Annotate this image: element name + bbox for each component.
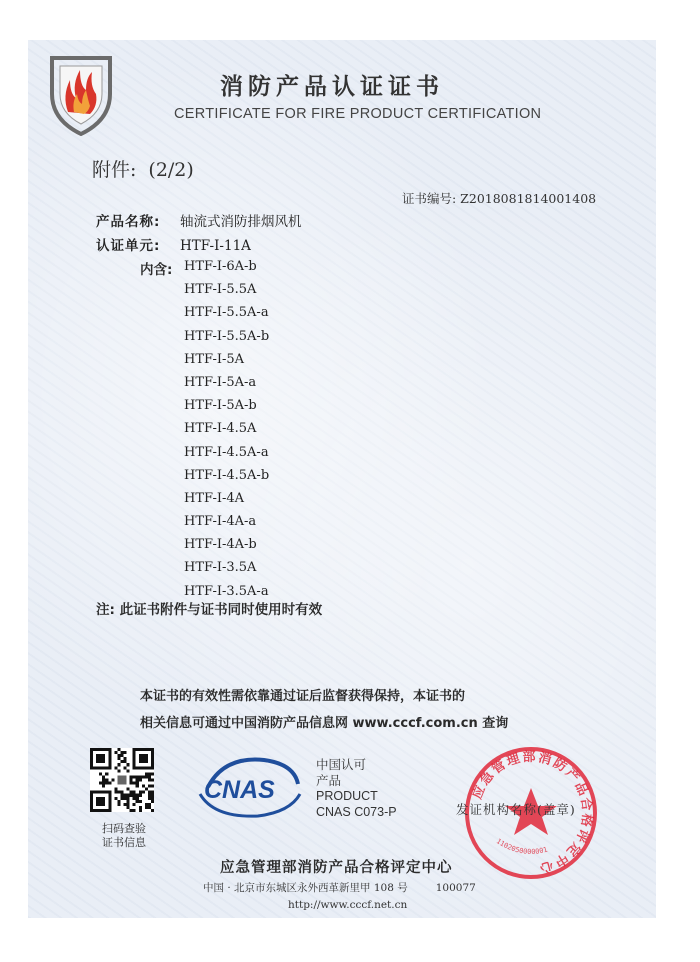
model-item: HTF-I-3.5A: [184, 560, 257, 576]
cnas-logo-icon: [194, 754, 304, 820]
model-item: HTF-I-4.5A-b: [184, 467, 270, 483]
qr-caption-line-2: 证书信息: [102, 836, 146, 849]
center-website-link[interactable]: http://www.cccf.net.cn: [288, 899, 408, 911]
stamp-number: 1102050000001: [494, 837, 549, 857]
cnas-line-4: CNAS C073-P: [316, 804, 397, 819]
product-name-label: 产品名称:: [96, 214, 161, 230]
model-item: HTF-I-4A: [184, 490, 245, 506]
model-list: [184, 258, 269, 606]
model-item: HTF-I-5A-b: [184, 398, 257, 414]
model-item: HTF-I-5.5A-b: [184, 328, 270, 344]
svg-text:1102050000001: [495, 837, 549, 856]
validity-line-1: 本证书的有效性需依靠通过证后监督获得保持，本证书的: [140, 689, 466, 704]
model-item: HTF-I-4.5A: [184, 421, 257, 437]
cnas-line-2: 产品: [316, 773, 342, 788]
attachment-note: 注: 此证书附件与证书同时使用时有效: [96, 602, 323, 618]
cnas-logo-text: CNAS: [204, 776, 275, 804]
contains-label: 内含:: [140, 262, 173, 278]
attachment-label: 附件:: [92, 159, 137, 181]
address-text: 中国 · 北京市东城区永外西革新里甲 108 号: [203, 882, 408, 894]
product-name-row: [96, 210, 302, 230]
certificate-title-en: CERTIFICATE FOR FIRE PRODUCT CERTIFICATION: [174, 106, 542, 122]
qr-caption: [92, 822, 156, 850]
certification-unit-row: [96, 234, 251, 254]
center-address: [203, 880, 476, 895]
certification-unit-value: HTF-I-11A: [180, 238, 251, 254]
model-item: HTF-I-5.5A: [184, 282, 257, 298]
issuing-center-name: 应急管理部消防产品合格评定中心: [220, 860, 453, 876]
product-name-value: 轴流式消防排烟风机: [180, 214, 302, 230]
model-item: HTF-I-6A-b: [184, 259, 257, 274]
cnas-line-1: 中国认可: [316, 758, 367, 772]
model-item: HTF-I-4.5A-a: [184, 444, 269, 460]
certificate-title-cn: 消防产品认证证书: [220, 74, 444, 100]
model-item: HTF-I-3.5A-a: [184, 583, 269, 599]
postal-code: 100077: [435, 882, 476, 894]
attachment-page: (2/2): [148, 159, 194, 181]
validity-line-2: 相关信息可通过中国消防产品信息网 www.cccf.com.cn 查询: [140, 716, 509, 731]
issuer-label: 发证机构名称(盖章): [456, 802, 576, 817]
cnas-line-3: PRODUCT: [316, 789, 378, 803]
model-item: HTF-I-5A-a: [184, 374, 257, 390]
model-item: HTF-I-4A-a: [184, 514, 257, 530]
certification-unit-label: 认证单元:: [96, 238, 161, 254]
cnas-accreditation-text: [316, 758, 397, 820]
model-item: HTF-I-4A-b: [184, 537, 257, 553]
validity-statement: [140, 683, 560, 737]
qr-code-icon[interactable]: [90, 748, 154, 812]
qr-caption-line-1: 扫码查验: [102, 822, 146, 835]
model-item: HTF-I-5A: [184, 351, 245, 367]
stamp-ring-text: 应急管理部消防产品合格评定中心: [469, 749, 595, 876]
model-item: HTF-I-5.5A-a: [184, 305, 269, 321]
attachment-heading: [92, 155, 194, 182]
fire-shield-logo-icon: [46, 50, 116, 136]
certificate-number: 证书编号: Z2018081814001408: [402, 191, 597, 206]
